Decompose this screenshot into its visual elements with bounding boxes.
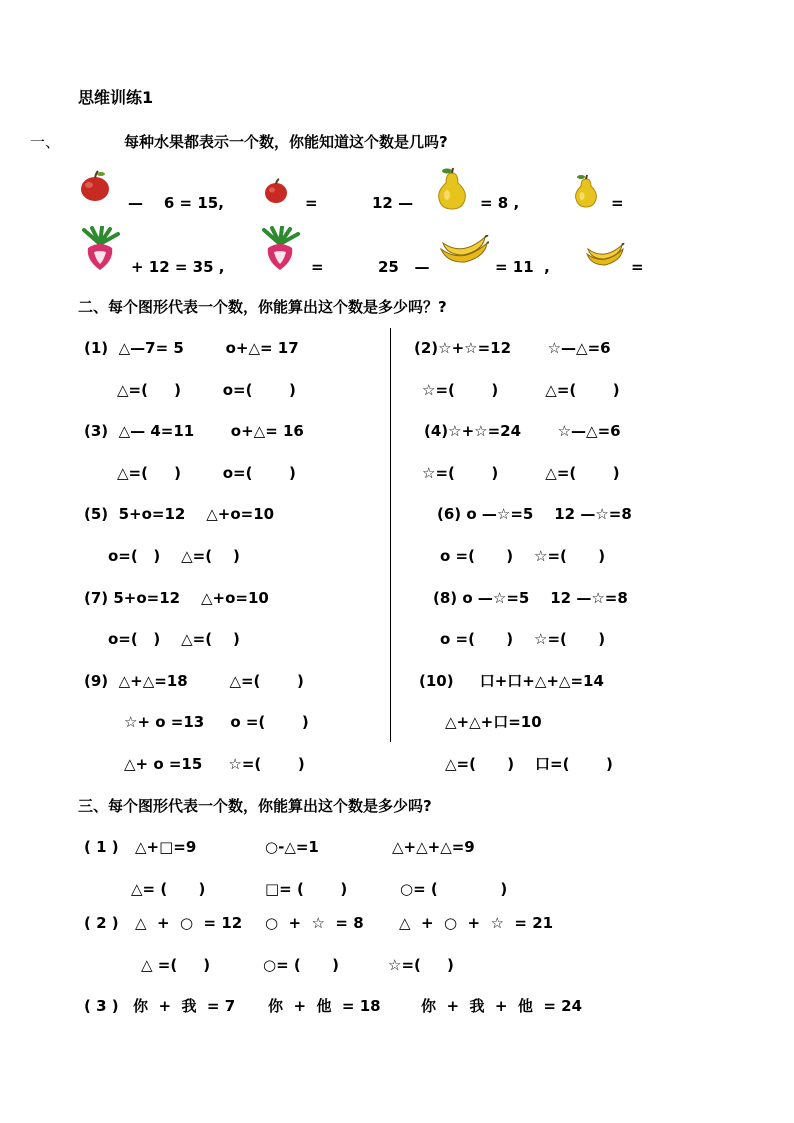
s3-a2-b: ○= ( ) (263, 956, 339, 974)
s2-left-line: △=( ) o=( ) (117, 464, 296, 482)
page-title: 思维训练1 (78, 88, 154, 107)
column-divider (390, 328, 391, 742)
s1-row1-b: = (305, 194, 318, 212)
s1-row2-e: = (631, 258, 644, 276)
s2-left-line: (3) △— 4=11 o+△= 16 (84, 422, 304, 440)
s1-row2-c: 25 — (378, 258, 430, 276)
s3-a2-a: △ =( ) (141, 956, 211, 974)
s3-q2-c: △ + ○ + ☆ = 21 (399, 914, 554, 932)
s3-a1-b: □= ( ) (265, 880, 348, 898)
s2-right-line: △=( ) 口=( ) (445, 755, 613, 773)
s2-right-line: ☆=( ) △=( ) (422, 381, 620, 399)
s2-right-line: ☆=( ) △=( ) (422, 464, 620, 482)
s2-right-line: o =( ) ☆=( ) (440, 630, 606, 648)
s2-right-line: (4)☆+☆=24 ☆—△=6 (424, 422, 621, 440)
s3-q2-a: △ + ○ = 12 (135, 914, 243, 932)
radish-icon (76, 226, 124, 272)
banana-icon (439, 235, 489, 267)
s2-left-line: o=( ) △=( ) (108, 630, 240, 648)
s1-row1-c: 12 — (372, 194, 414, 212)
section-1-question: 每种水果都表示一个数，你能知道这个数是几吗? (124, 133, 448, 151)
s3-q3-c: 你 + 我 + 他 = 24 (421, 997, 583, 1015)
s1-row1-a: — 6 = 15, (128, 194, 224, 212)
s2-right-line: (10) 口+口+△+△=14 (419, 672, 604, 690)
s2-left-line: △+ o =15 ☆=( ) (124, 755, 305, 773)
s3-q2-b: ○ + ☆ = 8 (265, 914, 364, 932)
s1-row1-d: = 8 , (480, 194, 520, 212)
pear-icon (571, 174, 601, 208)
s3-q1-label: ( 1 ) (84, 838, 119, 856)
apple-icon (78, 170, 112, 202)
s1-row1-e: = (611, 194, 624, 212)
s2-left-line: (9) △+△=18 △=( ) (84, 672, 304, 690)
s3-q1-c: △+△+△=9 (392, 838, 475, 856)
section-2-heading: 二、每个图形代表一个数，你能算出这个数是多少吗？? (78, 298, 447, 316)
apple-icon (263, 178, 289, 204)
s3-q1-b: ○-△=1 (265, 838, 319, 856)
s2-left-line: o=( ) △=( ) (108, 547, 240, 565)
s3-a2-c: ☆=( ) (388, 956, 454, 974)
s3-q3-a: 你 + 我 = 7 (133, 997, 236, 1015)
s3-q3-b: 你 + 他 = 18 (268, 997, 381, 1015)
s2-right-line: (6) o —☆=5 12 —☆=8 (437, 505, 632, 523)
section-3-heading: 三、每个图形代表一个数，你能算出这个数是多少吗? (78, 797, 432, 815)
s2-left-line: ☆+ o =13 o =( ) (124, 713, 309, 731)
s2-right-line: o =( ) ☆=( ) (440, 547, 606, 565)
banana-icon (585, 243, 625, 269)
s3-q2-label: ( 2 ) (84, 914, 119, 932)
radish-icon (256, 226, 304, 272)
section-1-marker: 一、 (30, 133, 61, 151)
s3-a1-c: ○= ( ) (400, 880, 508, 898)
s2-left-line: △=( ) o=( ) (117, 381, 296, 399)
s2-left-line: (7) 5+o=12 △+o=10 (84, 589, 269, 607)
s1-row2-a: + 12 = 35 , (131, 258, 225, 276)
s2-left-line: (5) 5+o=12 △+o=10 (84, 505, 275, 523)
s3-q1-a: △+□=9 (135, 838, 197, 856)
s3-a1-a: △= ( ) (131, 880, 206, 898)
pear-icon (433, 167, 471, 211)
s2-right-line: (8) o —☆=5 12 —☆=8 (433, 589, 628, 607)
s2-right-line: (2)☆+☆=12 ☆—△=6 (414, 339, 611, 357)
s3-q3-label: ( 3 ) (84, 997, 119, 1015)
s1-row2-b: = (311, 258, 324, 276)
s2-right-line: △+△+口=10 (445, 713, 542, 731)
s1-row2-d: = 11 , (495, 258, 550, 276)
s2-left-line: (1) △—7= 5 o+△= 17 (84, 339, 299, 357)
